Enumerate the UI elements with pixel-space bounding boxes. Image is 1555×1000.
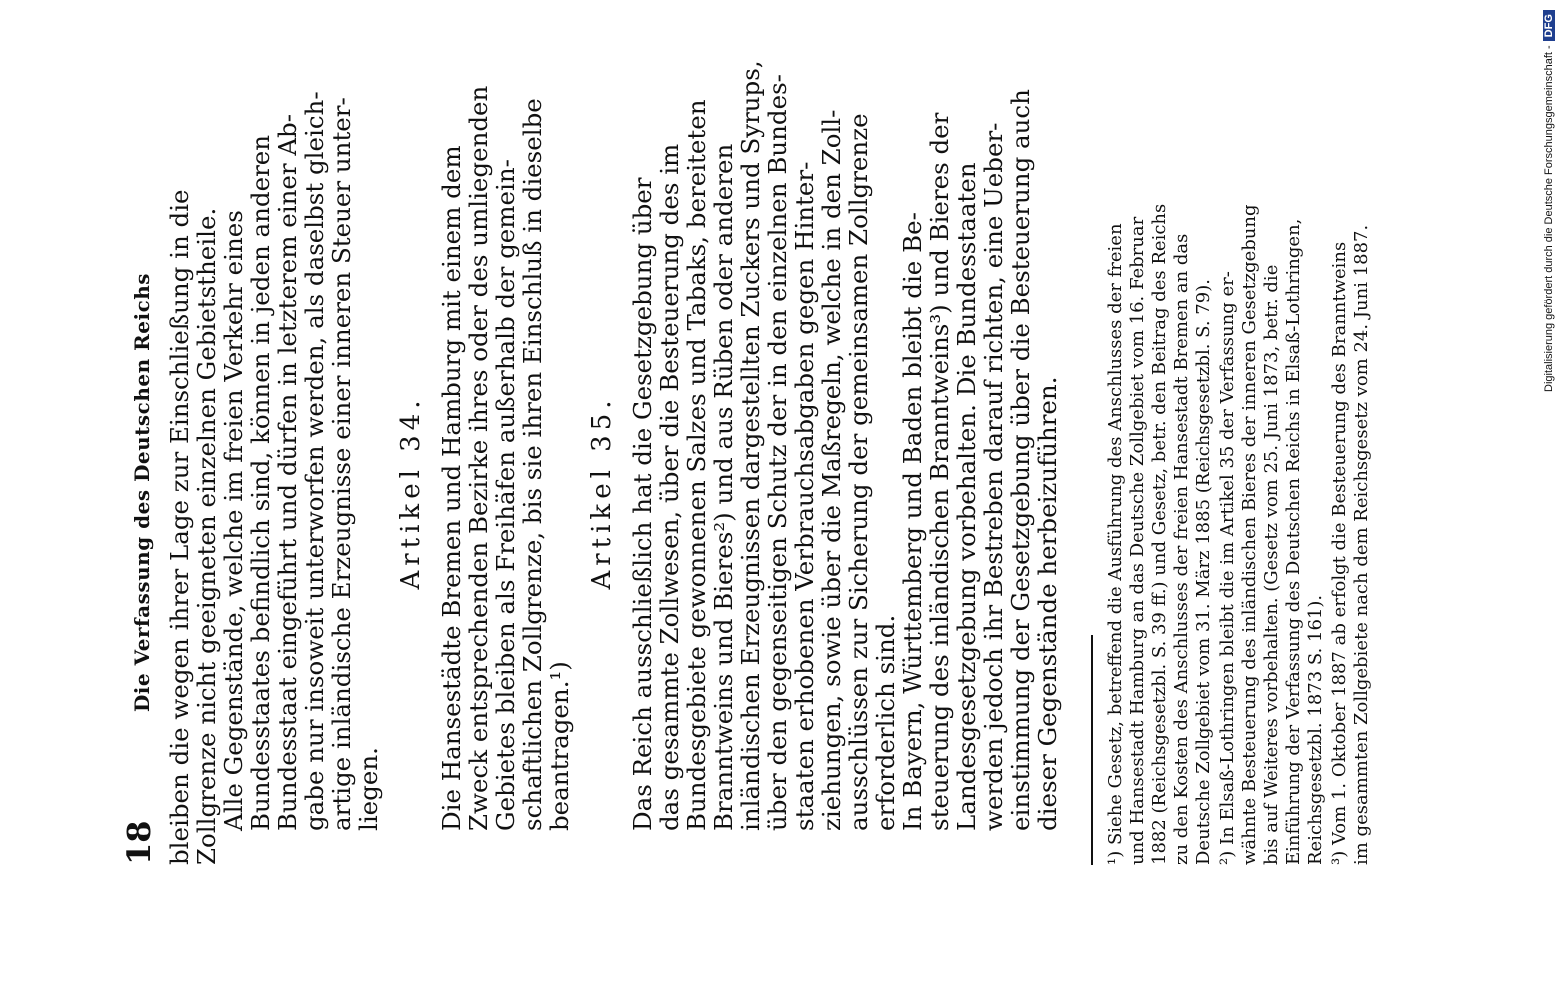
- text-line: ziehungen, sowie über die Maßregeln, welche in den Zoll-: [817, 109, 846, 831]
- footnote-line: ³) Vom 1. Oktober 1887 ab erfolgt die Besteuerung des Branntweins: [1329, 241, 1350, 865]
- article-34-heading: Artikel 34.: [396, 395, 426, 590]
- text-line: werden jedoch ihr Bestreben darauf richten, eine Ueber-: [979, 122, 1008, 831]
- footnote-1: [1105, 120, 1215, 865]
- dfg-logo: DFG: [1543, 10, 1555, 41]
- text-line: über den gegenseitigen Schutz der in den einzelnen Bundes-: [763, 74, 792, 831]
- text-line: Zweck entsprechenden Bezirke ihres oder des umliegenden: [464, 85, 493, 831]
- text-line: schaftlichen Zollgrenze, bis sie ihren Einschluß in dieselbe: [518, 98, 547, 831]
- footnote-line: Reichsgesetzbl. 1873 S. 161).: [1305, 594, 1326, 865]
- text-line: einstimmung der Gesetzgebung über die Besteuerung auch: [1006, 89, 1035, 831]
- paragraph-free-traffic: [219, 91, 383, 865]
- running-head: Die Verfassung des Deutschen Reichs: [130, 272, 154, 713]
- text-line: Zollgrenze nicht geeigneten einzelnen Gebietstheile.: [192, 207, 221, 865]
- text-line: dieser Gegenstände herbeizuführen.: [1033, 376, 1062, 831]
- text-line: artige inländische Erzeugnisse einer inneren Steuer unter-: [327, 97, 356, 831]
- text-line: Landesgesetzgebung vorbehalten. Die Bundesstaaten: [952, 162, 981, 831]
- credit-text: Digitalisierung gefördert durch die Deutsche Forschungsgemeinschaft -: [1543, 45, 1555, 392]
- text-line: staaten erhobenen Verbrauchsabgaben gegen Hinter-: [790, 161, 819, 831]
- footnote-line: 1882 (Reichsgesetzbl. S. 39 ff.) und Gesetz, betr. den Beitrag des Reichs: [1149, 203, 1170, 865]
- text-line: Bundesstaat eingeführt und dürfen in letzterem einer Ab-: [273, 113, 302, 831]
- footnote-2: [1217, 120, 1327, 865]
- article-35-paragraph-1: [628, 60, 900, 865]
- footnote-line: zu den Kosten des Anschlusses der freien Hansestadt Bremen an das: [1171, 233, 1192, 865]
- text-line: steuerung des inländischen Branntweins³) und Bieres der: [925, 112, 954, 831]
- footnote-line: bis auf Weiteres vorbehalten. (Gesetz vom 25. Juni 1873, betr. die: [1261, 264, 1282, 865]
- text-line: Branntweins und Bieres²) und aus Rüben oder anderen: [709, 143, 738, 831]
- text-line: gabe nur insoweit unterworfen werden, als daselbst gleich-: [300, 91, 329, 831]
- text-line: Die Hansestädte Bremen und Hamburg mit einem dem: [437, 145, 466, 831]
- text-line: das gesammte Zollwesen, über die Besteuerung des im: [655, 143, 684, 831]
- article-35-paragraph-2: [898, 89, 1062, 865]
- footnote-line: wähnte Besteuerung des inländischen Bieres der inneren Gesetzgebung: [1239, 204, 1260, 865]
- footnote-line: im gesammten Zollgebiete nach dem Reichsgesetz vom 24. Juni 1887.: [1351, 224, 1372, 865]
- text-line: bleiben die wegen ihrer Lage zur Einschließung in die: [165, 189, 194, 865]
- footnote-3: [1329, 120, 1373, 865]
- text-line: Das Reich ausschließlich hat die Gesetzgebung über: [628, 177, 657, 831]
- text-line: Alle Gegenstände, welche im freien Verkehr eines: [219, 210, 248, 831]
- article-34-text: [437, 85, 574, 865]
- page-header: [120, 120, 166, 865]
- footnote-rule: [1091, 635, 1093, 865]
- text-line: In Bayern, Württemberg und Baden bleibt die Be-: [898, 212, 927, 831]
- text-line: Bundesstaates befindlich sind, können in jeden anderen: [246, 134, 275, 831]
- digitization-credit: [1543, 10, 1555, 392]
- footnote-line: und Hansestadt Hamburg an das Deutsche Zollgebiet vom 16. Februar: [1127, 216, 1148, 865]
- text-line: Bundesgebiete gewonnenen Salzes und Tabaks, bereiteten: [682, 99, 711, 831]
- footnote-line: ²) In Elsaß-Lothringen bleibt die im Artikel 35 der Verfassung er-: [1217, 271, 1238, 865]
- footnote-line: Einführung der Verfassung des Deutschen Reichs in Elsaß-Lothringen,: [1283, 218, 1304, 865]
- text-line: ausschlüssen zur Sicherung der gemeinsamen Zollgrenze: [844, 113, 873, 831]
- text-line: erforderlich sind.: [871, 614, 900, 831]
- footnotes: [1105, 120, 1373, 865]
- footnote-line: ¹) Siehe Gesetz, betreffend die Ausführung des Anschlusses der freien: [1105, 223, 1126, 865]
- text-line: inländischen Erzeugnissen dargestellten Zuckers und Syrups,: [736, 60, 765, 831]
- footnote-line: Deutsche Zollgebiet vom 31. März 1885 (Reichsgesetzbl. S. 79).: [1193, 279, 1214, 865]
- text-line: Gebietes bleiben als Freihäfen außerhalb der gemein-: [491, 159, 520, 831]
- article-35-heading: Artikel 35.: [587, 395, 617, 590]
- page-body: [120, 60, 1410, 865]
- text-line: beantragen.¹): [545, 661, 574, 831]
- page-number: 18: [120, 820, 158, 865]
- paragraph-continuation: [166, 120, 220, 865]
- text-line: liegen.: [354, 747, 383, 831]
